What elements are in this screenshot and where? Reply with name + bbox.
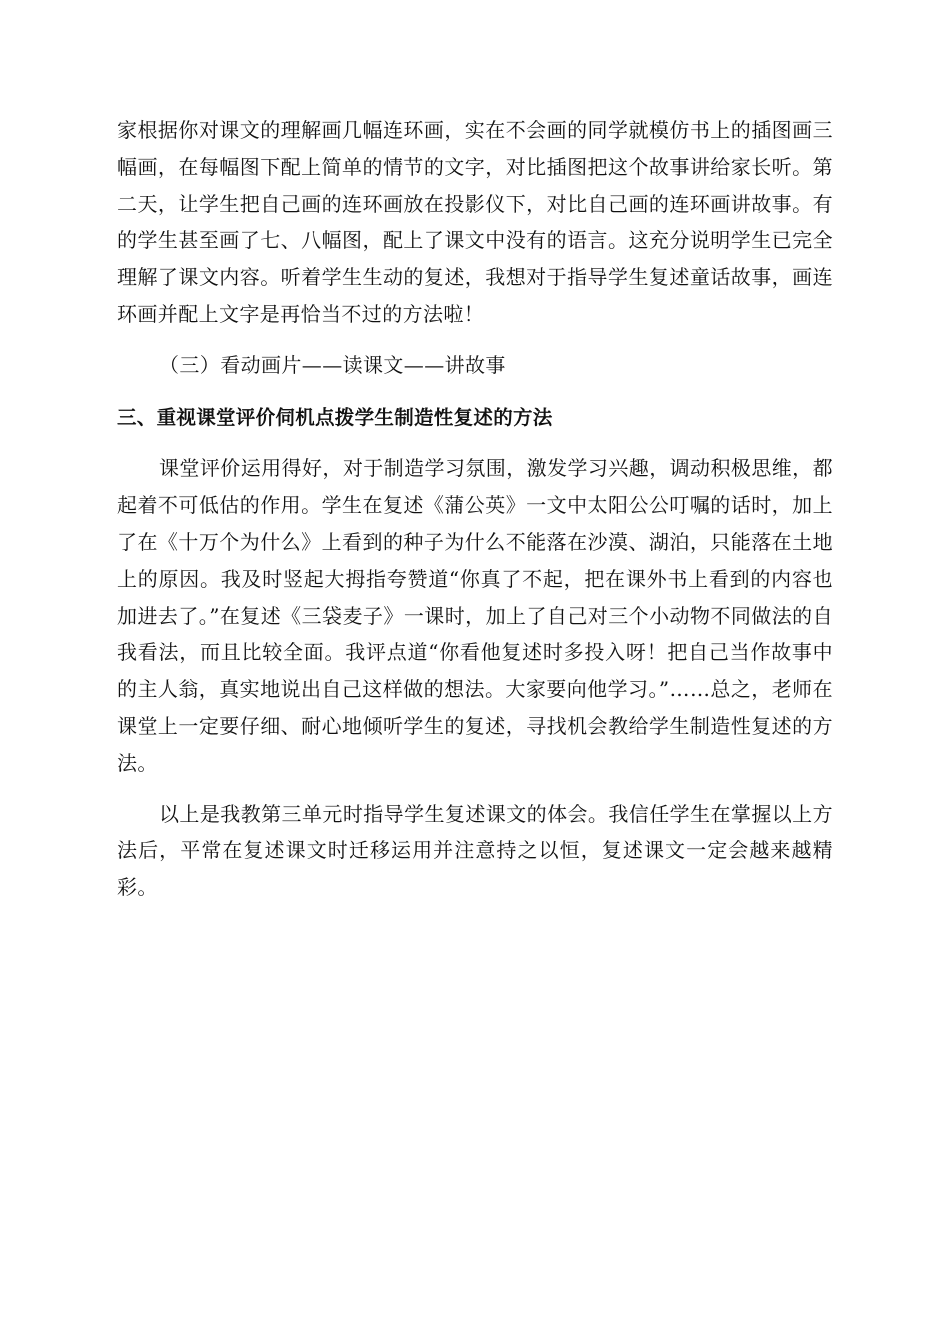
section-heading-classroom-evaluation: 三、重视课堂评价伺机点拨学生制造性复述的方法 bbox=[117, 405, 553, 429]
subheading-animation-reading-storytelling: （三）看动画片——读课文——讲故事 bbox=[159, 352, 506, 377]
paragraph-classroom-evaluation: 课堂评价运用得好，对于制造学习氛围，激发学习兴趣，调动积极思维，都起着不可低估的作用。学生在复述《蒲公英》一文中太阳公公叮嘱的话时，加上了在《十万个为什么》上看到的种子为什么不能落在沙漠、湖泊，只能落在土地上的原因。我及时竖起大拇指夸赞道“你真了不起，把在课外书上看到的内容也加进去了。”在复述《三袋麦子》一课时，加上了自己对三个小动物不同做法的自我看法，而且比较全面。我评点道“你看他复述时多投入呀！把自己当作故事中的主人翁，真实地说出自己这样做的想法。大家要向他学习。”……总之，老师在课堂上一定要仔细、耐心地倾听学生的复述，寻找机会教给学生制造性复述的方法。 bbox=[117, 456, 833, 775]
paragraph-conclusion: 以上是我教第三单元时指导学生复述课文的体会。我信任学生在掌握以上方法后，平常在复述课文时迁移运用并注意持之以恒，复述课文一定会越来越精彩。 bbox=[117, 801, 833, 900]
paragraph-comic-drawing: 家根据你对课文的理解画几幅连环画，实在不会画的同学就模仿书上的插图画三幅画，在每幅图下配上简单的情节的文字，对比插图把这个故事讲给家长听。第二天，让学生把自己画的连环画放在投影仪下，对比自己画的连环画讲故事。有的学生甚至画了七、八幅图，配上了课文中没有的语言。这充分说明学生已完全理解了课文内容。听着学生生动的复述，我想对于指导学生复述童话故事，画连环画并配上文字是再恰当不过的方法啦！ bbox=[117, 118, 833, 326]
document-body bbox=[117, 112, 833, 906]
